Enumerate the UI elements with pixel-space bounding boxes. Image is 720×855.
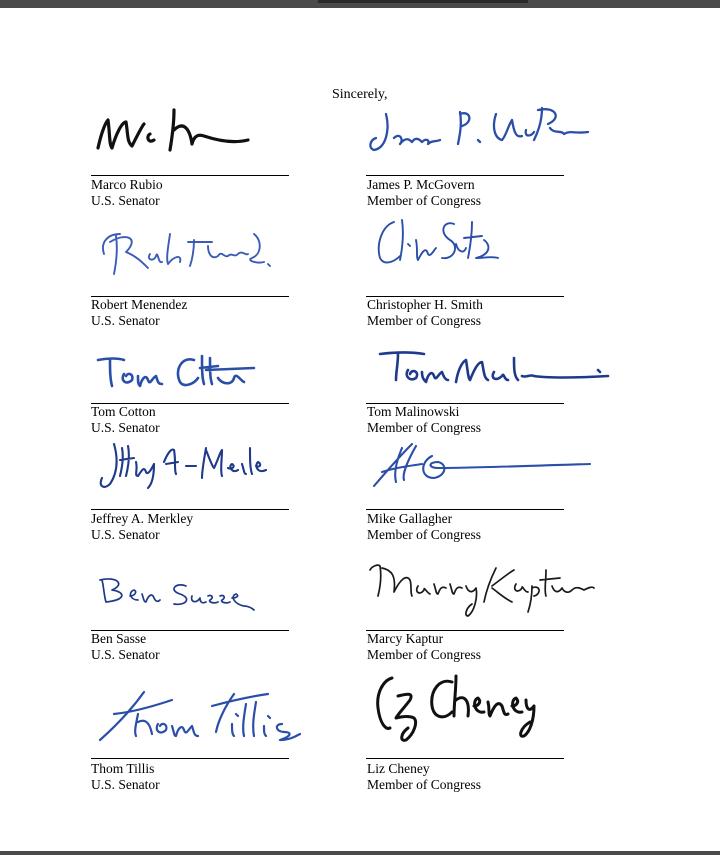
signer-name: Tom Cotton xyxy=(91,404,156,419)
signer-title: Member of Congress xyxy=(367,193,481,208)
signer-title: U.S. Senator xyxy=(91,313,160,328)
signer-block xyxy=(367,631,481,663)
signer-block xyxy=(91,404,160,436)
signer-name: Liz Cheney xyxy=(367,761,430,776)
signature-jeffrey-merkley xyxy=(94,438,268,494)
signer-block xyxy=(367,297,483,329)
signature-liz-cheney xyxy=(370,670,540,744)
signer-block xyxy=(91,177,163,209)
signature-robert-menendez xyxy=(96,224,276,282)
signature-line xyxy=(91,509,289,510)
signature-marcy-kaptur xyxy=(366,558,598,622)
viewer-bottom-bar xyxy=(0,851,720,855)
signature-line xyxy=(91,175,289,176)
signer-title: U.S. Senator xyxy=(91,527,160,542)
signature-christopher-smith xyxy=(372,214,502,276)
signer-title: Member of Congress xyxy=(367,527,481,542)
signer-block xyxy=(367,761,481,793)
signer-title: Member of Congress xyxy=(367,313,481,328)
signature-line xyxy=(366,509,564,510)
signer-name: Tom Malinowski xyxy=(367,404,460,419)
signer-name: Marco Rubio xyxy=(91,177,163,192)
signature-line xyxy=(91,758,289,759)
closing-salutation: Sincerely, xyxy=(332,87,388,102)
signer-name: Mike Gallagher xyxy=(367,511,453,526)
signer-title: U.S. Senator xyxy=(91,193,160,208)
signer-block xyxy=(367,511,481,543)
signature-marco-rubio xyxy=(92,100,252,162)
signer-title: U.S. Senator xyxy=(91,777,160,792)
signer-name: Thom Tillis xyxy=(91,761,155,776)
document-page xyxy=(0,8,720,851)
signature-james-mcgovern xyxy=(366,100,596,162)
signature-line xyxy=(366,175,564,176)
viewer-tab-indicator xyxy=(318,0,528,3)
signer-title: Member of Congress xyxy=(367,420,481,435)
signer-title: Member of Congress xyxy=(367,647,481,662)
signer-name: Christopher H. Smith xyxy=(367,297,483,312)
signer-title: U.S. Senator xyxy=(91,420,160,435)
signature-mike-gallagher xyxy=(368,438,594,494)
signer-block xyxy=(91,511,193,543)
signature-tom-malinowski xyxy=(376,348,616,392)
signer-name: Marcy Kaptur xyxy=(367,631,444,646)
signer-name: Ben Sasse xyxy=(91,631,147,646)
signer-name: Jeffrey A. Merkley xyxy=(91,511,194,526)
signature-line xyxy=(366,758,564,759)
signer-block xyxy=(91,297,187,329)
signer-title: U.S. Senator xyxy=(91,647,160,662)
signature-ben-sasse xyxy=(96,574,256,616)
signer-name: Robert Menendez xyxy=(91,297,188,312)
signer-block xyxy=(367,404,481,436)
signer-title: Member of Congress xyxy=(367,777,481,792)
signature-tom-cotton xyxy=(94,348,264,394)
signature-thom-tillis xyxy=(94,684,300,746)
signer-block xyxy=(367,177,481,209)
signer-block xyxy=(91,761,160,793)
signer-name: James P. McGovern xyxy=(367,177,475,192)
signer-block xyxy=(91,631,160,663)
